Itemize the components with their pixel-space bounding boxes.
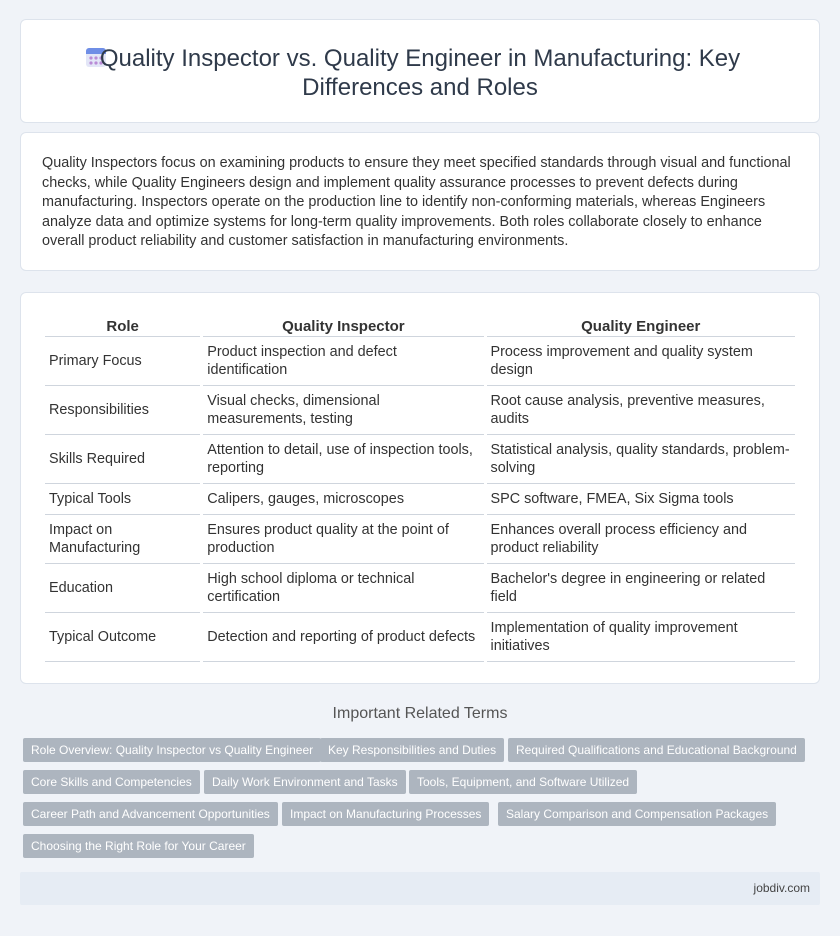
- table-cell: High school diploma or technical certification: [203, 564, 483, 613]
- table-cell: Visual checks, dimensional measurements, testing: [203, 386, 483, 435]
- related-tag[interactable]: Required Qualifications and Educational Background: [508, 738, 805, 762]
- related-tag[interactable]: Career Path and Advancement Opportunities: [23, 802, 278, 826]
- intro-paragraph: Quality Inspectors focus on examining products to ensure they meet specified standards through visual and functional checks, while Quality Engineers design and implement quality assurance processes to prevent defects during manufacturing. Inspectors operate on the production line to identify non-conforming materials, whereas Engineers analyze data and optimize systems for long-term quality improvements. Both roles collaborate closely to enhance overall product reliability and customer satisfaction in manufacturing environments.: [42, 155, 791, 250]
- table-cell: Process improvement and quality system design: [487, 337, 796, 386]
- table-cell: Enhances overall process efficiency and product reliability: [487, 515, 796, 564]
- comparison-card: [20, 292, 820, 684]
- table-row: [45, 337, 795, 386]
- related-terms-heading: Important Related Terms: [332, 705, 508, 722]
- table-cell: Primary Focus: [45, 337, 200, 386]
- comparison-table: [42, 315, 798, 662]
- table-row: [45, 484, 795, 515]
- related-tag[interactable]: Tools, Equipment, and Software Utilized: [409, 770, 637, 794]
- table-cell: Product inspection and defect identification: [203, 337, 483, 386]
- table-row: [45, 564, 795, 613]
- table-cell: Skills Required: [45, 435, 200, 484]
- table-cell: Implementation of quality improvement initiatives: [487, 613, 796, 662]
- table-cell: Impact on Manufacturing: [45, 515, 200, 564]
- footer-site-link[interactable]: jobdiv.com: [753, 881, 810, 895]
- related-tag[interactable]: Impact on Manufacturing Processes: [282, 802, 489, 826]
- related-tag[interactable]: Choosing the Right Role for Your Career: [23, 834, 254, 858]
- related-tag[interactable]: Key Responsibilities and Duties: [320, 738, 504, 762]
- page-title-line-2: Differences and Roles: [302, 74, 538, 101]
- intro-card: [20, 132, 820, 271]
- header-quality-inspector: Quality Inspector: [203, 315, 483, 337]
- table-cell: Root cause analysis, preventive measures, audits: [487, 386, 796, 435]
- table-cell: Statistical analysis, quality standards, problem-solving: [487, 435, 796, 484]
- table-cell: Education: [45, 564, 200, 613]
- table-cell: Detection and reporting of product defects: [203, 613, 483, 662]
- table-cell: Calipers, gauges, microscopes: [203, 484, 483, 515]
- page-title-line-1: Quality Inspector vs. Quality Engineer in Manufacturing: Key: [99, 45, 741, 72]
- related-tag[interactable]: Salary Comparison and Compensation Packages: [498, 802, 776, 826]
- footer: [20, 872, 820, 905]
- title-card: [20, 19, 820, 123]
- related-tag[interactable]: Core Skills and Competencies: [23, 770, 200, 794]
- table-row: [45, 435, 795, 484]
- table-row: [45, 515, 795, 564]
- table-cell: Bachelor's degree in engineering or related field: [487, 564, 796, 613]
- page-title: [21, 44, 819, 102]
- table-cell: Responsibilities: [45, 386, 200, 435]
- related-tag[interactable]: Daily Work Environment and Tasks: [204, 770, 406, 794]
- table-header-row: [45, 315, 795, 337]
- table-cell: Typical Outcome: [45, 613, 200, 662]
- related-tag[interactable]: Role Overview: Quality Inspector vs Quality Engineer: [23, 738, 321, 762]
- table-cell: Typical Tools: [45, 484, 200, 515]
- table-cell: Ensures product quality at the point of production: [203, 515, 483, 564]
- table-cell: SPC software, FMEA, Six Sigma tools: [487, 484, 796, 515]
- table-row: [45, 613, 795, 662]
- header-role: Role: [45, 315, 200, 337]
- table-row: [45, 386, 795, 435]
- table-cell: Attention to detail, use of inspection tools, reporting: [203, 435, 483, 484]
- header-quality-engineer: Quality Engineer: [487, 315, 796, 337]
